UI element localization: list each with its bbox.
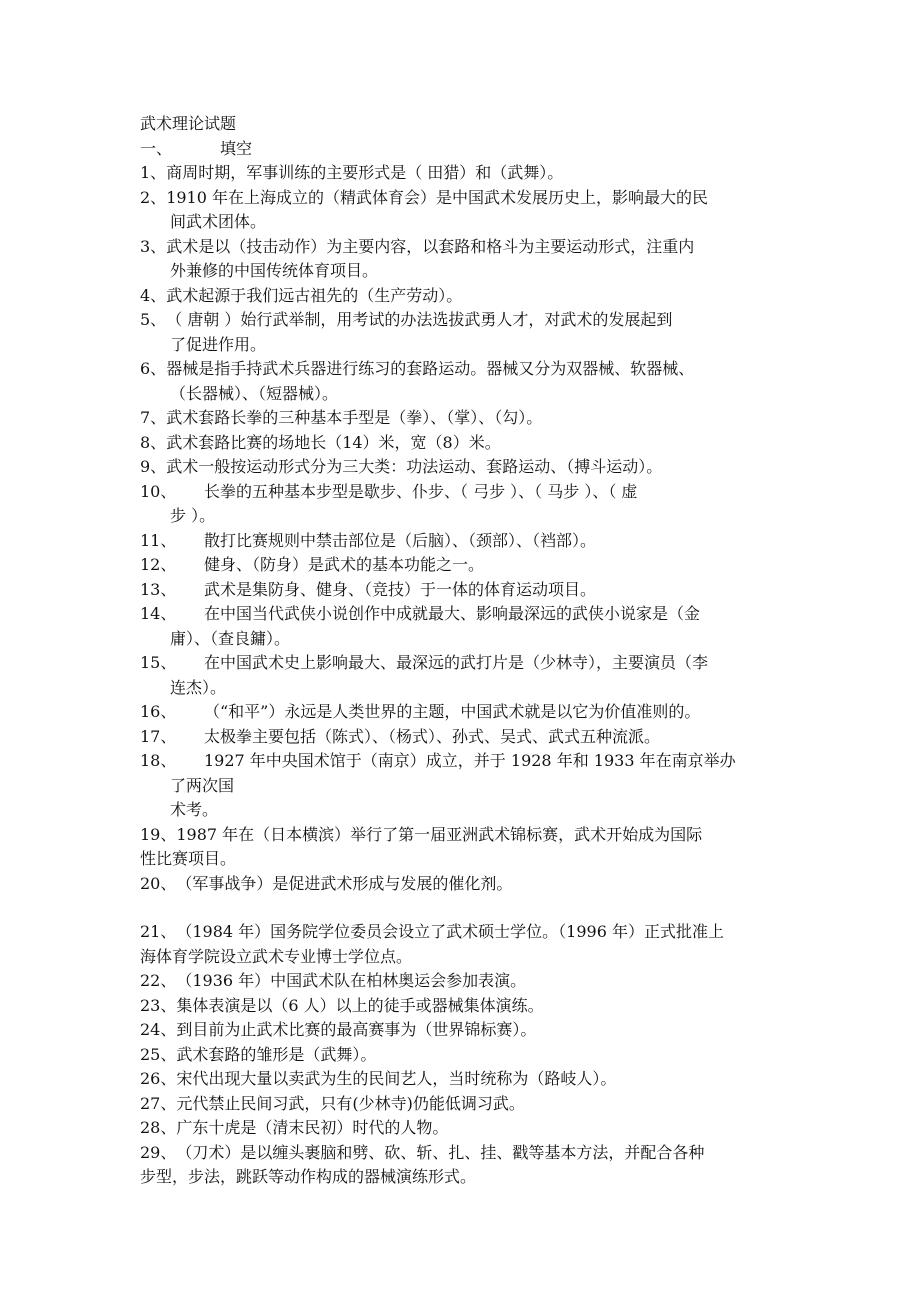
question-item bbox=[140, 823, 790, 872]
question-text-continued: 间武术团体。 bbox=[170, 212, 267, 231]
question-text: （“和平”）永远是人类世界的主题，中国武术就是以它为价值准则的。 bbox=[204, 702, 701, 721]
question-number: 23、 bbox=[140, 995, 177, 1015]
question-item bbox=[140, 406, 790, 431]
section-number: 一、 bbox=[140, 138, 173, 158]
question-number: 12、 bbox=[140, 555, 177, 574]
question-text: 广东十虎是（清末民初）时代的人物。 bbox=[176, 1118, 449, 1137]
question-number: 25、 bbox=[140, 1044, 177, 1064]
question-number: 11、 bbox=[140, 530, 177, 550]
question-item bbox=[140, 969, 790, 994]
document-body bbox=[140, 112, 790, 1190]
question-text: 器械是指手持武术兵器进行练习的套路运动。器械又分为双器械、软器械、 bbox=[166, 359, 695, 378]
document-title: 武术理论试题 bbox=[140, 114, 237, 133]
question-text: 长拳的五种基本步型是歇步、仆步、（ 弓步 ）、（ 马步 ）、（ 虚 bbox=[204, 481, 638, 501]
question-number: 22、 bbox=[140, 971, 177, 990]
question-list-continued bbox=[140, 920, 790, 1190]
question-item bbox=[140, 872, 790, 897]
question-text-continued: 外兼修的中国传统体育项目。 bbox=[170, 261, 379, 280]
question-item bbox=[140, 700, 790, 725]
question-number: 8、 bbox=[140, 432, 167, 452]
question-text-continued: 了促进作用。 bbox=[170, 334, 267, 354]
question-item bbox=[140, 725, 790, 750]
question-number: 7、 bbox=[140, 408, 167, 427]
question-text: 武术套路的雏形是（武舞）。 bbox=[176, 1044, 377, 1064]
question-number: 19、 bbox=[140, 824, 177, 844]
question-number: 17、 bbox=[140, 726, 177, 746]
question-number: 20、 bbox=[140, 873, 177, 893]
question-text: 1927 年中央国术馆于（南京）成立，并于 1928 年和 1933 年在南京举办 bbox=[204, 751, 736, 770]
question-text-continued: 连杰）。 bbox=[170, 677, 227, 697]
question-item bbox=[140, 235, 790, 284]
question-item bbox=[140, 578, 790, 603]
question-number: 26、 bbox=[140, 1069, 177, 1088]
question-text-continued: 性比赛项目。 bbox=[140, 849, 237, 868]
question-item bbox=[140, 749, 790, 823]
question-item bbox=[140, 161, 790, 186]
question-text: 武术套路比赛的场地长（14）米，宽（8）米。 bbox=[166, 432, 501, 452]
question-item bbox=[140, 455, 790, 480]
question-item bbox=[140, 431, 790, 456]
question-text-continued: 庸）、（查良鏞）。 bbox=[170, 628, 291, 648]
question-number: 18、 bbox=[140, 751, 177, 770]
question-item bbox=[140, 920, 790, 969]
question-number: 21、 bbox=[140, 922, 177, 941]
question-text-continued: 了两次国 bbox=[170, 775, 235, 795]
question-text: 武术套路长拳的三种基本手型是（拳）、（掌）、（勾）。 bbox=[166, 408, 543, 427]
question-text-continued: 术考。 bbox=[170, 800, 219, 819]
question-number: 10、 bbox=[140, 481, 177, 501]
question-number: 2、 bbox=[140, 187, 167, 207]
question-text: 1910 年在上海成立的（精武体育会）是中国武术发展历史上，影响最大的民 bbox=[166, 187, 708, 207]
question-number: 16、 bbox=[140, 702, 177, 721]
question-item bbox=[140, 1092, 790, 1117]
question-item bbox=[140, 602, 790, 651]
question-number: 27、 bbox=[140, 1093, 177, 1113]
question-item bbox=[140, 1043, 790, 1068]
question-number: 28、 bbox=[140, 1118, 177, 1137]
question-text: 1987 年在（日本横滨）举行了第一届亚洲武术锦标赛，武术开始成为国际 bbox=[176, 824, 703, 844]
question-text: 武术起源于我们远古祖先的（生产劳动）。 bbox=[166, 285, 463, 305]
question-text: 在中国当代武侠小说创作中成就最大、影响最深远的武侠小说家是（金 bbox=[204, 604, 701, 623]
question-number: 5、 bbox=[140, 310, 167, 329]
section-heading bbox=[140, 137, 790, 162]
question-item bbox=[140, 1018, 790, 1043]
question-number: 3、 bbox=[140, 236, 167, 256]
question-text: 武术是以（技击动作）为主要内容，以套路和格斗为主要运动形式，注重内 bbox=[166, 236, 695, 256]
question-text: 健身、（防身）是武术的基本功能之一。 bbox=[204, 555, 485, 574]
question-number: 1、 bbox=[140, 163, 167, 182]
question-item bbox=[140, 553, 790, 578]
question-text: 武术一般按运动形式分为三大类：功法运动、套路运动、（搏斗运动）。 bbox=[166, 457, 663, 476]
question-item bbox=[140, 994, 790, 1019]
question-number: 6、 bbox=[140, 359, 167, 378]
question-number: 14、 bbox=[140, 604, 177, 623]
question-text: 太极拳主要包括（陈式）、（杨式）、孙式、吴式、武式五种流派。 bbox=[204, 726, 661, 746]
question-text-continued: 步 ）。 bbox=[170, 506, 216, 525]
question-number: 24、 bbox=[140, 1020, 177, 1039]
question-text: 武术是集防身、健身、（竞技）于一体的体育运动项目。 bbox=[204, 579, 597, 599]
question-item bbox=[140, 529, 790, 554]
question-number: 15、 bbox=[140, 653, 177, 672]
question-list bbox=[140, 161, 790, 896]
question-text: 集体表演是以（6 人）以上的徒手或器械集体演练。 bbox=[176, 995, 544, 1015]
question-text: 在中国武术史上影响最大、最深远的武打片是（少林寺），主要演员（李 bbox=[204, 653, 709, 672]
question-item bbox=[140, 1067, 790, 1092]
question-text: （1936 年）中国武术队在柏林奥运会参加表演。 bbox=[176, 971, 527, 990]
question-text: （ 唐朝 ）始行武举制，用考试的办法选拔武勇人才，对武术的发展起到 bbox=[166, 310, 673, 329]
question-number: 29、 bbox=[140, 1142, 177, 1162]
spacer bbox=[140, 896, 790, 920]
question-text-continued: 步型，步法，跳跃等动作构成的器械演练形式。 bbox=[140, 1167, 477, 1186]
section-label: 填空 bbox=[220, 138, 253, 158]
question-number: 9、 bbox=[140, 457, 167, 476]
question-text-continued: （长器械）、（短器械）。 bbox=[170, 383, 339, 403]
question-text: （军事战争）是促进武术形成与发展的催化剂。 bbox=[176, 873, 513, 893]
question-text: 商周时期，军事训练的主要形式是（ 田猎）和（武舞）。 bbox=[166, 163, 564, 182]
question-item bbox=[140, 480, 790, 529]
question-item bbox=[140, 186, 790, 235]
question-number: 4、 bbox=[140, 285, 167, 305]
question-text: （1984 年）国务院学位委员会设立了武术硕士学位。（1996 年）正式批准上 bbox=[176, 922, 724, 941]
question-text: （刀术）是以缠头裹脑和劈、砍、斩、扎、挂、戳等基本方法，并配合各种 bbox=[176, 1142, 705, 1162]
question-text: 到目前为止武术比赛的最高赛事为（世界锦标赛）。 bbox=[176, 1020, 537, 1039]
question-item bbox=[140, 308, 790, 357]
question-text: 宋代出现大量以卖武为生的民间艺人，当时统称为（路岐人）。 bbox=[176, 1069, 617, 1088]
question-item bbox=[140, 1116, 790, 1141]
question-number: 13、 bbox=[140, 579, 177, 599]
question-text-continued: 海体育学院设立武术专业博士学位点。 bbox=[140, 946, 413, 966]
question-item bbox=[140, 284, 790, 309]
question-item bbox=[140, 651, 790, 700]
question-item bbox=[140, 357, 790, 406]
question-text: 散打比赛规则中禁击部位是（后脑）、（颈部）、（裆部）。 bbox=[204, 530, 597, 550]
question-text: 元代禁止民间习武，只有(少林寺)仍能低调习武。 bbox=[176, 1093, 525, 1113]
question-item bbox=[140, 1141, 790, 1190]
